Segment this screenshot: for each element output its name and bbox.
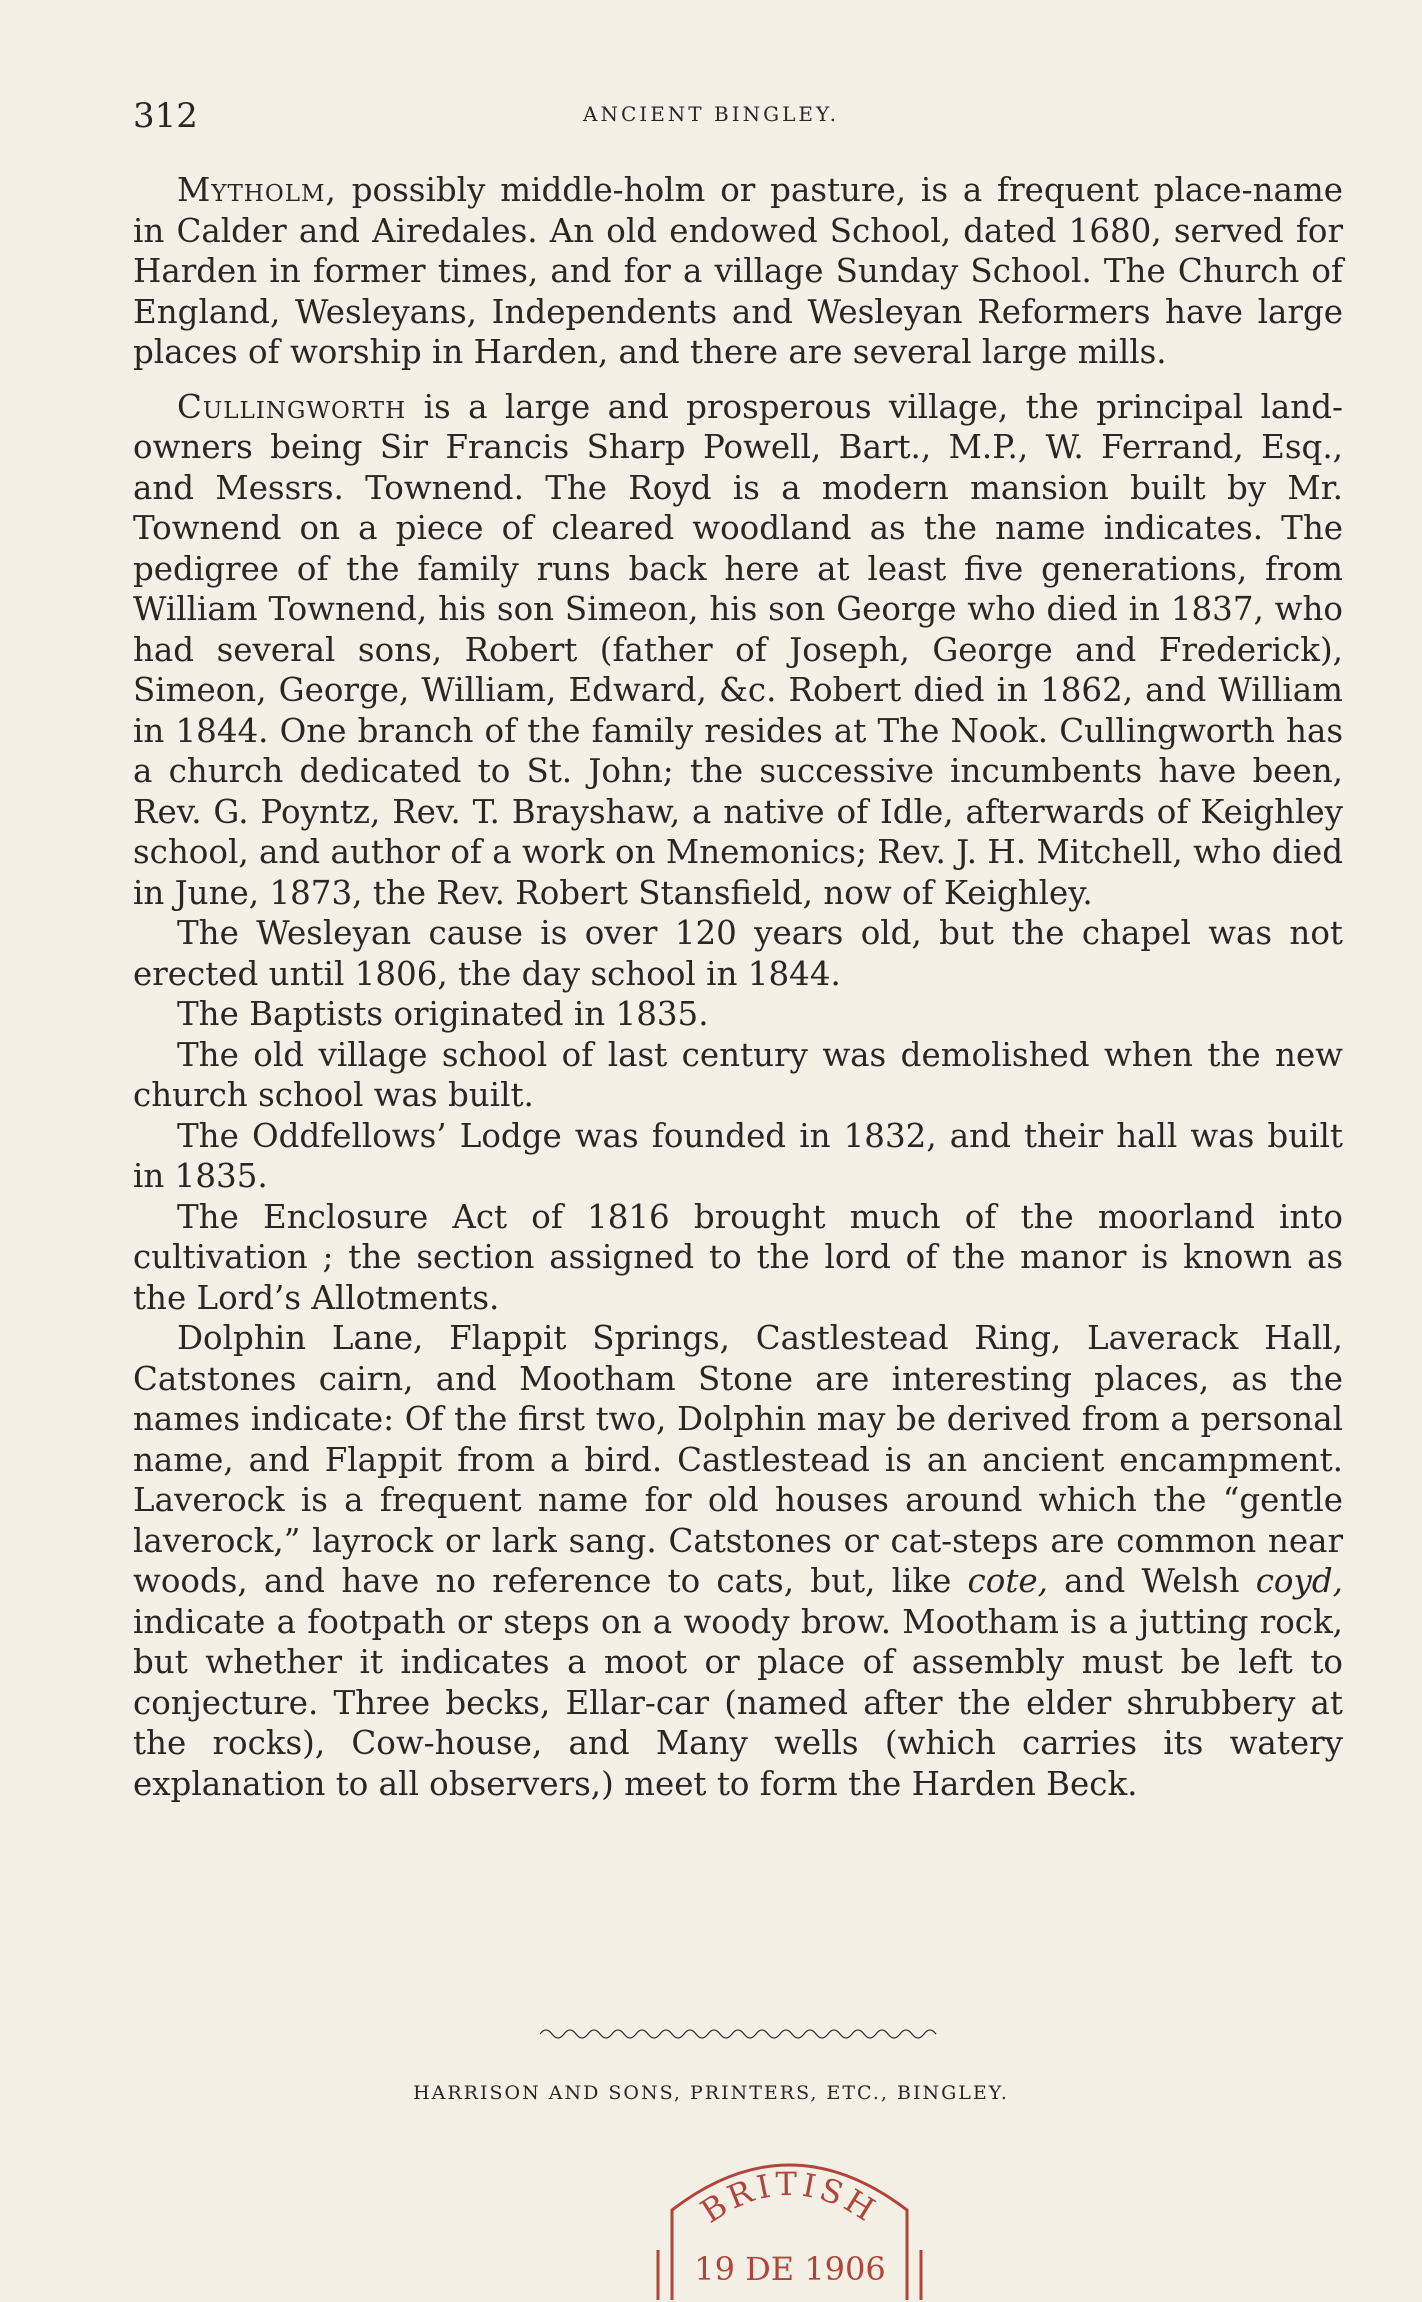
italic-term: cote, (967, 1562, 1048, 1600)
italic-term: coyd, (1255, 1562, 1343, 1600)
paragraph-baptists: The Baptists originated in 1835. (177, 995, 709, 1033)
paragraph-text: is a large and prosperous village, the principal land-owners being Sir Francis Sharp Powell, Bart., M.P., W. Ferrand, Esq., and Messrs. Townend. The Royd is a modern mansion built by Mr. Townend on a piece of cleared woodland as the name indicates. The pedigree of the family runs back here at least five generations, from William Townend, his son Simeon, his son George who died in 1837, who had several sons, Robert (father of Joseph, George and Frederick), Simeon, George, William, Edward, &c. Robert died in 1862, and William in 1844. One branch of the family resides at The Nook. Cullingworth has a church dedicated to St. John; the successive incumbents have been, Rev. G. Poyntz, Rev. T. Brayshaw, a native of Idle, afterwards of Keighley school, and author of a work on Mnemonics; Rev. J. H. Mitchell, who died in June, 1873, the Rev. Robert Stansfield, now of Keighley. (133, 387, 1343, 912)
lead-term: Mytholm, (177, 171, 337, 209)
paragraph-mytholm (133, 170, 1343, 373)
lead-term: Cullingworth (177, 387, 407, 426)
svg-text:BRITISH (694, 2165, 885, 2231)
paragraph-wesleyan: The Wesleyan cause is over 120 years old, but the chapel was not erected until 1806, the day school in 1844. (133, 914, 1343, 993)
body-text (133, 170, 1343, 1804)
paragraph-enclosure: The Enclosure Act of 1816 brought much of the moorland into cultivation ; the section assigned to the lord of the manor is known as the Lord’s Allotments. (133, 1197, 1343, 1317)
paragraph-cullingworth (133, 387, 1343, 914)
paragraph-text: indicate a footpath or steps on a woody brow. Mootham is a jutting rock, but whether it indicates a moot or place of assembly must be left to conjecture. Three becks, Ellar-car (named after the elder shrubbery at the rocks), Cow-house, and Many wells (which carries its watery explanation to all observers,) meet to form the Harden Beck. (133, 1602, 1343, 1803)
paragraph-text: and Welsh (1047, 1562, 1256, 1600)
paragraph-text: possibly middle-holm or pasture, is a frequent place-name in Calder and Airedales. An old endowed School, dated 1680, served for Harden in former times, and for a village Sunday School. The Church of England, Wesleyans, Independents and Wesleyan Reformers have large places of worship in Harden, and there are several large mills. (133, 171, 1343, 371)
paragraph-text: Dolphin Lane, Flappit Springs, Castlestead Ring, Laverack Hall, Catstones cairn, and Mootham Stone are interesting places, as the names indicate: Of the first two, Dolphin may be derived from a personal name, and Flappit from a bird. Castlestead is an ancient encampment. Laverock is a frequent name for old houses around which the “gentle laverock,” layrock or lark sang. Catstones or cat-steps are common near woods, and have no reference to cats, but, like (133, 1319, 1343, 1600)
page-number: 312 (133, 96, 198, 136)
library-stamp (652, 2140, 927, 2302)
paragraph-oddfellows: The Oddfellows’ Lodge was founded in 1832, and their hall was built in 1835. (133, 1116, 1343, 1195)
ornamental-rule (540, 2022, 940, 2042)
printer-imprint: HARRISON AND SONS, PRINTERS, ETC., BINGLEY. (413, 2082, 1009, 2104)
stamp-date: 19 DE 1906 (694, 2250, 886, 2288)
running-title: ANCIENT BINGLEY. (583, 102, 839, 126)
paragraph-village-school: The old village school of last century was demolished when the new church school was built. (133, 1035, 1343, 1114)
stamp-text: BRITISH (693, 2164, 885, 2231)
paragraph-place-names (133, 1318, 1343, 1804)
